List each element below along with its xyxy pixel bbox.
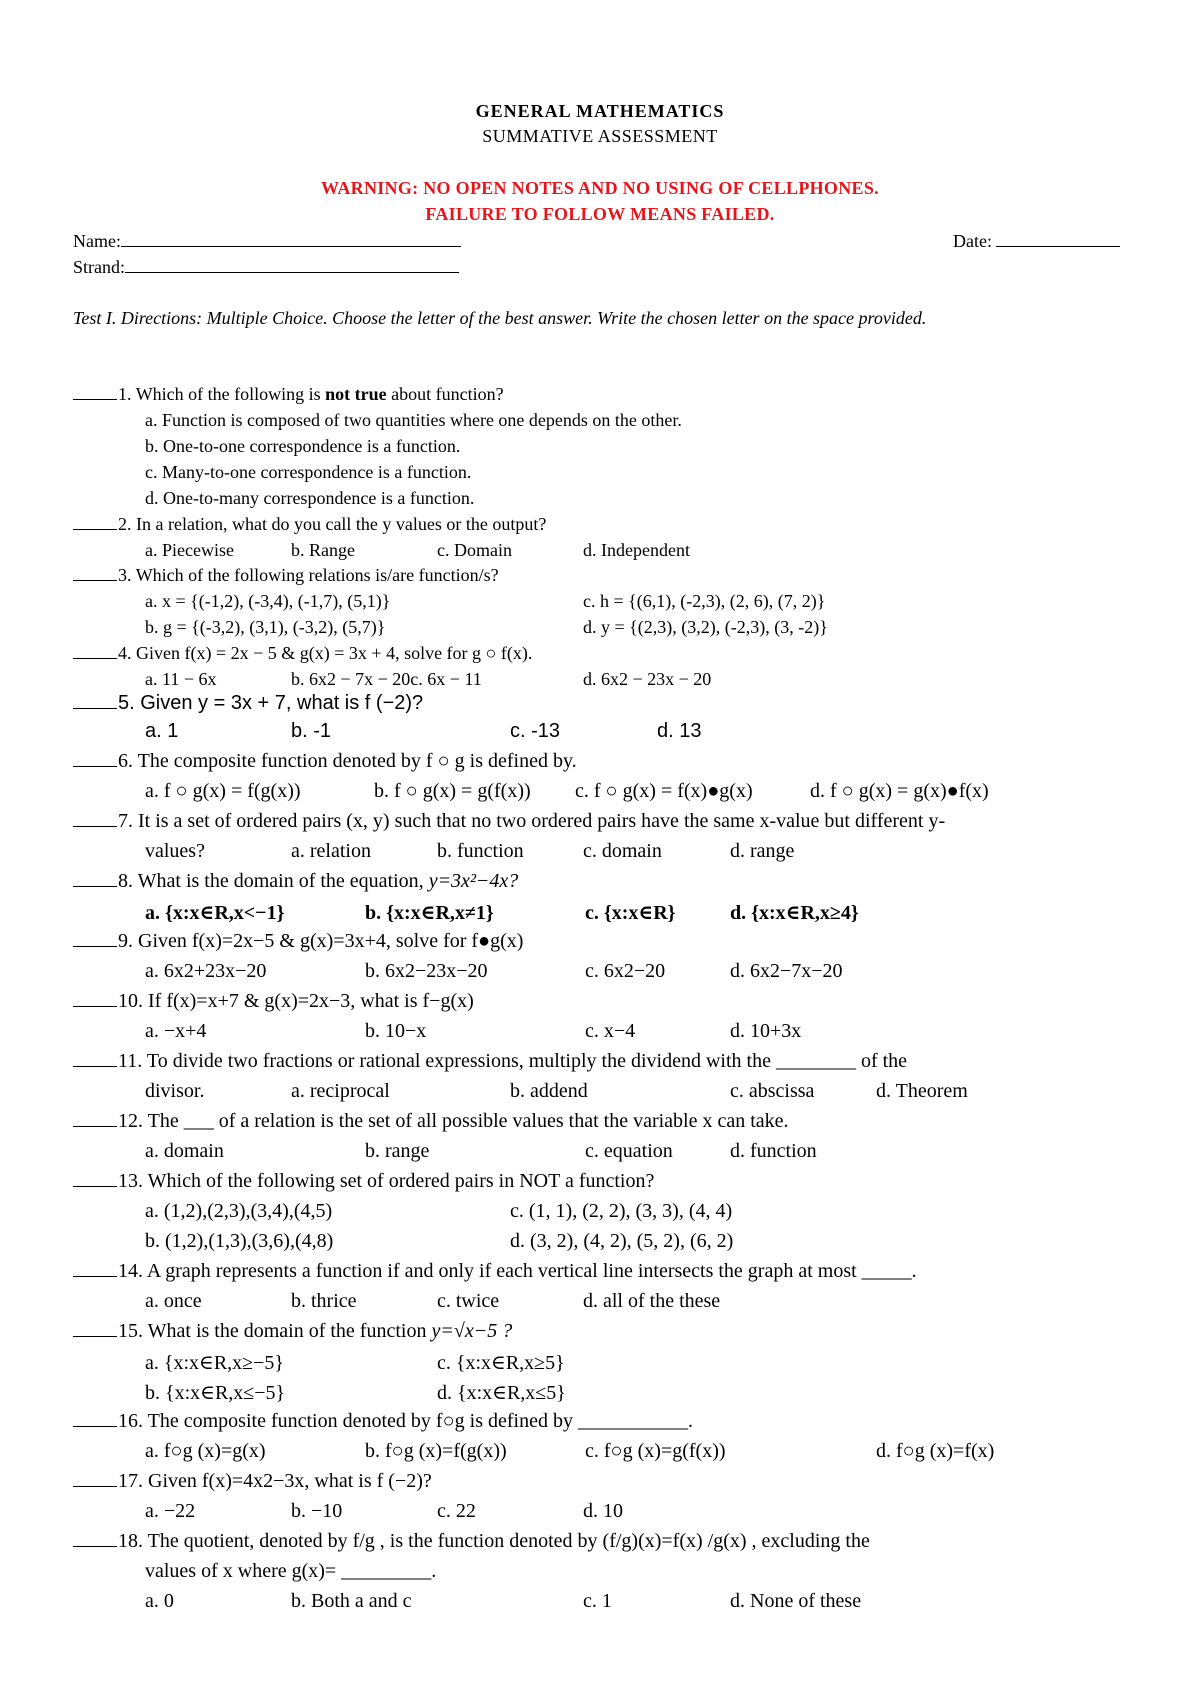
question-number: 5.: [118, 692, 135, 714]
choice: b. g = {(-3,2), (3,1), (-3,2), (5,7)}: [145, 617, 386, 637]
choice: d. 6x2−7x−20: [730, 960, 843, 982]
question-8: [73, 870, 518, 893]
choice: d. Independent: [583, 540, 690, 560]
choice: d. function: [730, 1140, 817, 1162]
choice: c. domain: [583, 840, 662, 862]
answer-blank[interactable]: [73, 384, 117, 400]
question-text: Given f(x) = 2x − 5 & g(x) = 3x + 4, solve for g ○ f(x).: [136, 643, 533, 663]
choice: a. Function is composed of two quantities where one depends on the other.: [145, 410, 682, 430]
equation: y=3x²−4x?: [428, 870, 519, 892]
question-text: A graph represents a function if and only if each vertical line intersects the graph at most _____.: [146, 1260, 917, 1282]
choice: a. {x:x∈R,x≥−5}: [145, 1352, 285, 1374]
choice: a. (1,2),(2,3),(3,4),(4,5): [145, 1200, 333, 1222]
choice: a. Piecewise: [145, 540, 234, 560]
question-text: The composite function denoted by f ○ g is defined by.: [137, 750, 577, 772]
answer-blank[interactable]: [73, 991, 117, 1007]
choice: c. Domain: [437, 540, 512, 560]
question-text: To divide two fractions or rational expressions, multiply the dividend with the ________ of the: [146, 1050, 908, 1072]
choice: b. (1,2),(1,3),(3,6),(4,8): [145, 1230, 334, 1252]
question-number: 3.: [118, 565, 132, 585]
question-1: [73, 384, 504, 405]
question-11-continued: divisor.: [145, 1080, 205, 1102]
name-label: Name:: [73, 231, 121, 251]
choice: c. f○g (x)=g(f(x)): [585, 1440, 726, 1462]
question-7-continued: values?: [145, 840, 205, 862]
choice: d. (3, 2), (4, 2), (5, 2), (6, 2): [510, 1230, 734, 1252]
choice: d. f ○ g(x) = g(x)●f(x): [810, 780, 989, 802]
answer-blank[interactable]: [73, 643, 117, 659]
question-18-continued: values of x where g(x)= _________.: [145, 1560, 437, 1582]
question-14: [73, 1260, 917, 1283]
warning-line-2: FAILURE TO FOLLOW MEANS FAILED.: [425, 204, 775, 224]
choice: c. 22: [437, 1500, 476, 1522]
question-number: 16.: [118, 1410, 143, 1432]
choice: c. -13: [510, 720, 561, 742]
choice: a. −x+4: [145, 1020, 207, 1042]
question-number: 14.: [118, 1260, 143, 1282]
question-7: [73, 810, 945, 833]
answer-blank[interactable]: [73, 1531, 117, 1547]
question-number: 2.: [118, 514, 132, 534]
choice: b. addend: [510, 1080, 588, 1102]
answer-blank[interactable]: [73, 514, 117, 530]
choice: d. f○g (x)=f(x): [876, 1440, 995, 1462]
question-number: 4.: [118, 643, 132, 663]
question-text: The quotient, denoted by f/g , is the function denoted by (f/g)(x)=f(x) /g(x) , excluding the: [147, 1530, 870, 1552]
question-18: [73, 1530, 870, 1553]
choice: c. {x:x∈R}: [585, 902, 676, 924]
choice: b. One-to-one correspondence is a function.: [145, 436, 461, 456]
question-text: about function?: [386, 384, 504, 404]
choice: d. all of the these: [583, 1290, 721, 1312]
answer-blank[interactable]: [73, 1471, 117, 1487]
choice: c. f ○ g(x) = f(x)●g(x): [575, 780, 753, 802]
choice: c. abscissa: [730, 1080, 815, 1102]
question-4: [73, 643, 532, 664]
answer-blank[interactable]: [73, 1411, 117, 1427]
choice: b. {x:x∈R,x≠1}: [365, 902, 494, 924]
question-number: 8.: [118, 870, 133, 892]
question-16: [73, 1410, 693, 1433]
answer-blank[interactable]: [73, 931, 117, 947]
choice: d. 6x2 − 23x − 20: [583, 669, 712, 689]
strand-field: [73, 257, 459, 278]
strand-label: Strand:: [73, 257, 125, 277]
choice: c. {x:x∈R,x≥5}: [437, 1352, 565, 1374]
choice: c. twice: [437, 1290, 500, 1312]
question-number: 9.: [118, 930, 133, 952]
name-input-line[interactable]: [121, 232, 461, 247]
date-field: [953, 231, 1120, 252]
question-number: 17.: [118, 1470, 143, 1492]
question-2: [73, 514, 546, 535]
question-17: [73, 1470, 432, 1493]
question-3: [73, 565, 499, 586]
question-text: If f(x)=x+7 & g(x)=2x−3, what is f−g(x): [148, 990, 474, 1012]
date-label: Date:: [953, 231, 992, 251]
document-subtitle: SUMMATIVE ASSESSMENT: [482, 126, 718, 146]
question-number: 1.: [118, 384, 132, 404]
name-field: [73, 231, 461, 252]
answer-blank[interactable]: [73, 1261, 117, 1277]
question-number: 10.: [118, 990, 143, 1012]
answer-blank[interactable]: [73, 871, 117, 887]
choice: a. 0: [145, 1590, 174, 1612]
choice: d. range: [730, 840, 795, 862]
question-text: Which of the following is: [135, 384, 326, 404]
choice: b. 6x2−23x−20: [365, 960, 488, 982]
question-text: The composite function denoted by f○g is defined by ___________.: [147, 1410, 693, 1432]
choice: d. 13: [657, 720, 702, 742]
date-input-line[interactable]: [996, 232, 1120, 247]
question-text: It is a set of ordered pairs (x, y) such that no two ordered pairs have the same x-value but different y-: [138, 810, 946, 832]
choice: c. equation: [585, 1140, 673, 1162]
choice: a. once: [145, 1290, 202, 1312]
question-text: What is the domain of the function: [147, 1320, 427, 1342]
choice: b. Range: [291, 540, 355, 560]
question-emphasis: not true: [325, 384, 387, 404]
question-9: [73, 930, 523, 953]
choice: b. thrice: [291, 1290, 357, 1312]
choice: a. x = {(-1,2), (-3,4), (-1,7), (5,1)}: [145, 591, 391, 611]
question-13: [73, 1170, 654, 1193]
choice: c. Many-to-one correspondence is a function.: [145, 462, 472, 482]
question-10: [73, 990, 474, 1013]
document-title: GENERAL MATHEMATICS: [475, 101, 725, 121]
choice: b. 6x2 − 7x − 20c. 6x − 11: [291, 669, 482, 689]
answer-blank[interactable]: [73, 1051, 117, 1067]
question-number: 12.: [118, 1110, 143, 1132]
choice: c. (1, 1), (2, 2), (3, 3), (4, 4): [510, 1200, 733, 1222]
choice: a. domain: [145, 1140, 224, 1162]
question-number: 7.: [118, 810, 133, 832]
answer-blank[interactable]: [73, 1111, 117, 1127]
question-text: Given f(x)=4x2−3x, what is f (−2)?: [148, 1470, 432, 1492]
question-number: 15.: [118, 1320, 143, 1342]
choice: b. {x:x∈R,x≤−5}: [145, 1382, 286, 1404]
question-6: [73, 750, 577, 773]
equation: y=√x−5 ?: [431, 1320, 513, 1342]
choice: b. range: [365, 1140, 430, 1162]
answer-blank[interactable]: [73, 693, 117, 709]
answer-blank[interactable]: [73, 1321, 117, 1337]
strand-input-line[interactable]: [125, 258, 459, 273]
choice: a. f ○ g(x) = f(g(x)): [145, 780, 301, 802]
question-15: [73, 1320, 512, 1343]
question-number: 18.: [118, 1530, 143, 1552]
choice: b. f ○ g(x) = g(f(x)): [374, 780, 531, 802]
choice: a. f○g (x)=g(x): [145, 1440, 266, 1462]
answer-blank[interactable]: [73, 811, 117, 827]
choice: b. f○g (x)=f(g(x)): [365, 1440, 507, 1462]
choice: d. 10+3x: [730, 1020, 802, 1042]
directions-text: Test I. Directions: Multiple Choice. Choose the letter of the best answer. Write the chosen letter on the space provided.: [73, 308, 927, 328]
choice: d. {x:x∈R,x≥4}: [730, 902, 859, 924]
choice: d. Theorem: [876, 1080, 968, 1102]
choice: a. relation: [291, 840, 371, 862]
choice: c. 6x2−20: [585, 960, 666, 982]
answer-blank[interactable]: [73, 751, 117, 767]
answer-blank[interactable]: [73, 565, 117, 581]
choice: a. {x:x∈R,x<−1}: [145, 902, 285, 924]
question-number: 13.: [118, 1170, 143, 1192]
question-text: Given y = 3x + 7, what is f (−2)?: [140, 692, 424, 714]
choice: a. 6x2+23x−20: [145, 960, 267, 982]
question-5: [73, 692, 423, 715]
question-text: Given f(x)=2x−5 & g(x)=3x+4, solve for f●g(x): [138, 930, 524, 952]
answer-blank[interactable]: [73, 1171, 117, 1187]
choice: c. h = {(6,1), (-2,3), (2, 6), (7, 2)}: [583, 591, 826, 611]
choice: a. 11 − 6x: [145, 669, 217, 689]
warning-line-1: WARNING: NO OPEN NOTES AND NO USING OF CELLPHONES.: [321, 178, 879, 198]
choice: b. -1: [291, 720, 332, 742]
choice: d. None of these: [730, 1590, 862, 1612]
question-11: [73, 1050, 907, 1073]
choice: c. x−4: [585, 1020, 636, 1042]
question-12: [73, 1110, 789, 1133]
choice: b. function: [437, 840, 524, 862]
choice: d. {x:x∈R,x≤5}: [437, 1382, 566, 1404]
choice: d. 10: [583, 1500, 623, 1522]
choice: c. 1: [583, 1590, 612, 1612]
choice: b. Both a and c: [291, 1590, 412, 1612]
choice: a. −22: [145, 1500, 196, 1522]
choice: a. 1: [145, 720, 179, 742]
choice: d. y = {(2,3), (3,2), (-2,3), (3, -2)}: [583, 617, 828, 637]
question-number: 6.: [118, 750, 133, 772]
question-text: What is the domain of the equation,: [137, 870, 424, 892]
choice: d. One-to-many correspondence is a function.: [145, 488, 475, 508]
question-text: Which of the following set of ordered pairs in NOT a function?: [147, 1170, 655, 1192]
choice: b. 10−x: [365, 1020, 427, 1042]
choice: a. reciprocal: [291, 1080, 390, 1102]
question-number: 11.: [118, 1050, 143, 1072]
choice: b. −10: [291, 1500, 343, 1522]
question-text: The ___ of a relation is the set of all possible values that the variable x can take.: [147, 1110, 789, 1132]
question-text: In a relation, what do you call the y values or the output?: [136, 514, 547, 534]
question-text: Which of the following relations is/are function/s?: [135, 565, 499, 585]
